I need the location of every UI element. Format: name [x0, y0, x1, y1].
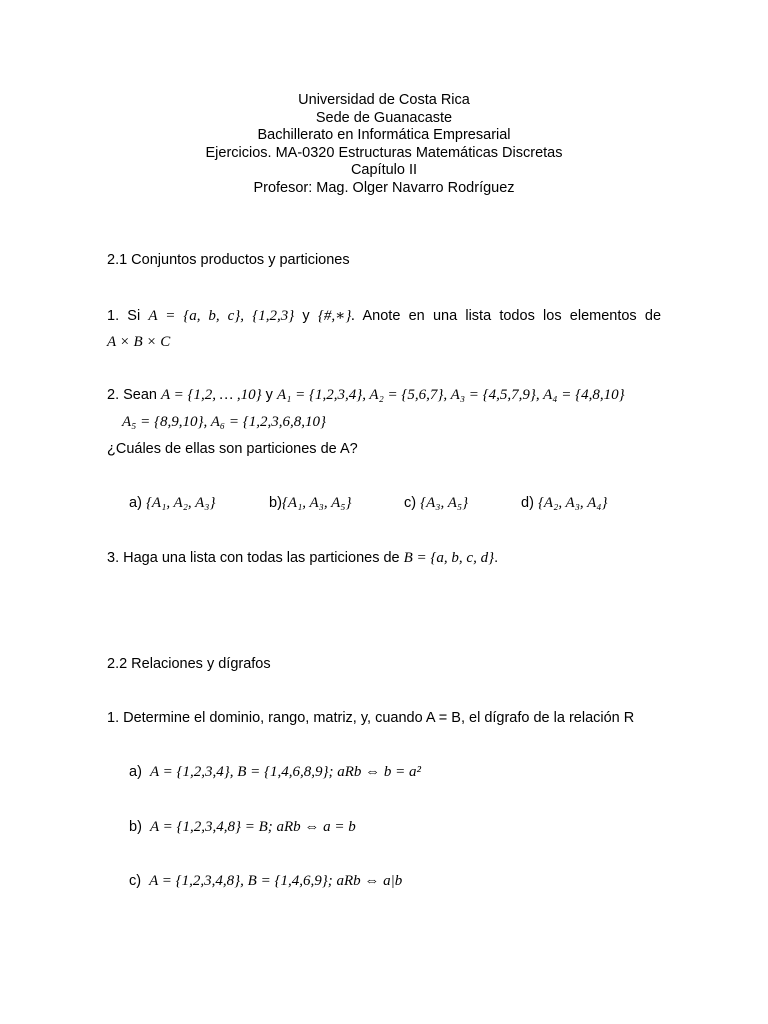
- word: de: [644, 308, 662, 324]
- option-a: [129, 495, 216, 512]
- university-name: Universidad de Costa Rica: [298, 92, 470, 108]
- option-d: [521, 495, 608, 512]
- period: .: [494, 550, 499, 566]
- relation-a: [129, 764, 421, 781]
- option-label: b): [269, 495, 282, 511]
- word: Si: [127, 308, 141, 324]
- word: todos: [499, 308, 535, 324]
- set-b-math: B = {a, b, c, d}: [403, 550, 495, 566]
- option-label: d): [521, 495, 534, 511]
- relation-b: [129, 819, 356, 836]
- option-label: a): [129, 495, 142, 511]
- option-label: b): [129, 819, 142, 835]
- chapter-title: Capítulo II: [350, 162, 418, 179]
- exercise-text: 2. Sean: [107, 387, 157, 403]
- set-c-math: {#,∗}.: [317, 308, 356, 324]
- professor-name: Profesor: Mag. Olger Navarro Rodríguez: [253, 179, 515, 196]
- option-label: c): [404, 495, 417, 511]
- word: lista: [465, 308, 492, 324]
- section-2-2-title: 2.2 Relaciones y dígrafos: [107, 656, 271, 672]
- conjunction: y: [261, 387, 277, 403]
- exercise-2-1-2-line2: A₅ = {8,9,10}, A₆ = {1,2,3,6,8,10}: [122, 414, 326, 430]
- option-label: c): [129, 873, 142, 889]
- option-math: {A₁, A₂, A₃}: [145, 495, 216, 511]
- option-math: {A₃, A₅}: [420, 495, 469, 511]
- set-b-math: {1,2,3}: [252, 308, 295, 324]
- word: Anote: [362, 308, 401, 324]
- option-b: [269, 495, 352, 512]
- exercise-number: 1.: [107, 308, 120, 324]
- section-2-1-title: 2.1 Conjuntos productos y particiones: [107, 252, 350, 268]
- relation-math: A = {1,2,3,4}, B = {1,4,6,8,9}; aRb ⇔ b = a²: [149, 764, 422, 780]
- exercise-2-1-1-line2: A × B × C: [107, 334, 171, 350]
- option-label: a): [129, 764, 142, 780]
- exercise-2-1-3: [107, 550, 498, 567]
- exercise-text: 3. Haga una lista con todas las particiones de: [107, 550, 404, 566]
- set-a-math: A = {a, b, c},: [148, 308, 245, 324]
- set-a-math: A = {1,2, … ,10}: [161, 387, 262, 403]
- exercise-2-1-1-line1: [107, 306, 661, 325]
- option-math: {A₂, A₃, A₄}: [537, 495, 608, 511]
- word: una: [432, 308, 458, 324]
- word: y: [302, 308, 310, 324]
- exercise-2-2-1: 1. Determine el dominio, rango, matriz, y, cuando A = B, el dígrafo de la relación R: [107, 710, 635, 726]
- relation-math: A = {1,2,3,4,8} = B; aRb ⇔ a = b: [149, 819, 356, 835]
- exercise-2-1-2-line1: [107, 387, 625, 404]
- word: en: [408, 308, 425, 324]
- option-math: {A₁, A₃, A₅}: [281, 495, 352, 511]
- relation-c: [129, 873, 402, 890]
- exercise-2-1-2-question: ¿Cuáles de ellas son particiones de A?: [107, 441, 358, 457]
- campus-name: Sede de Guanacaste: [315, 109, 453, 126]
- option-c: [404, 495, 468, 512]
- word: elementos: [569, 308, 637, 324]
- document-header: [0, 92, 768, 198]
- word: los: [543, 308, 562, 324]
- subsets-math: A₁ = {1,2,3,4}, A₂ = {5,6,7}, A₃ = {4,5,7,9}, A₄ = {4,8,10}: [276, 387, 625, 403]
- relation-math: A = {1,2,3,4,8}, B = {1,4,6,9}; aRb ⇔ a|b: [149, 873, 403, 889]
- course-title: Ejercicios. MA-0320 Estructuras Matemáticas Discretas: [205, 144, 563, 161]
- program-name: Bachillerato en Informática Empresarial: [257, 127, 511, 144]
